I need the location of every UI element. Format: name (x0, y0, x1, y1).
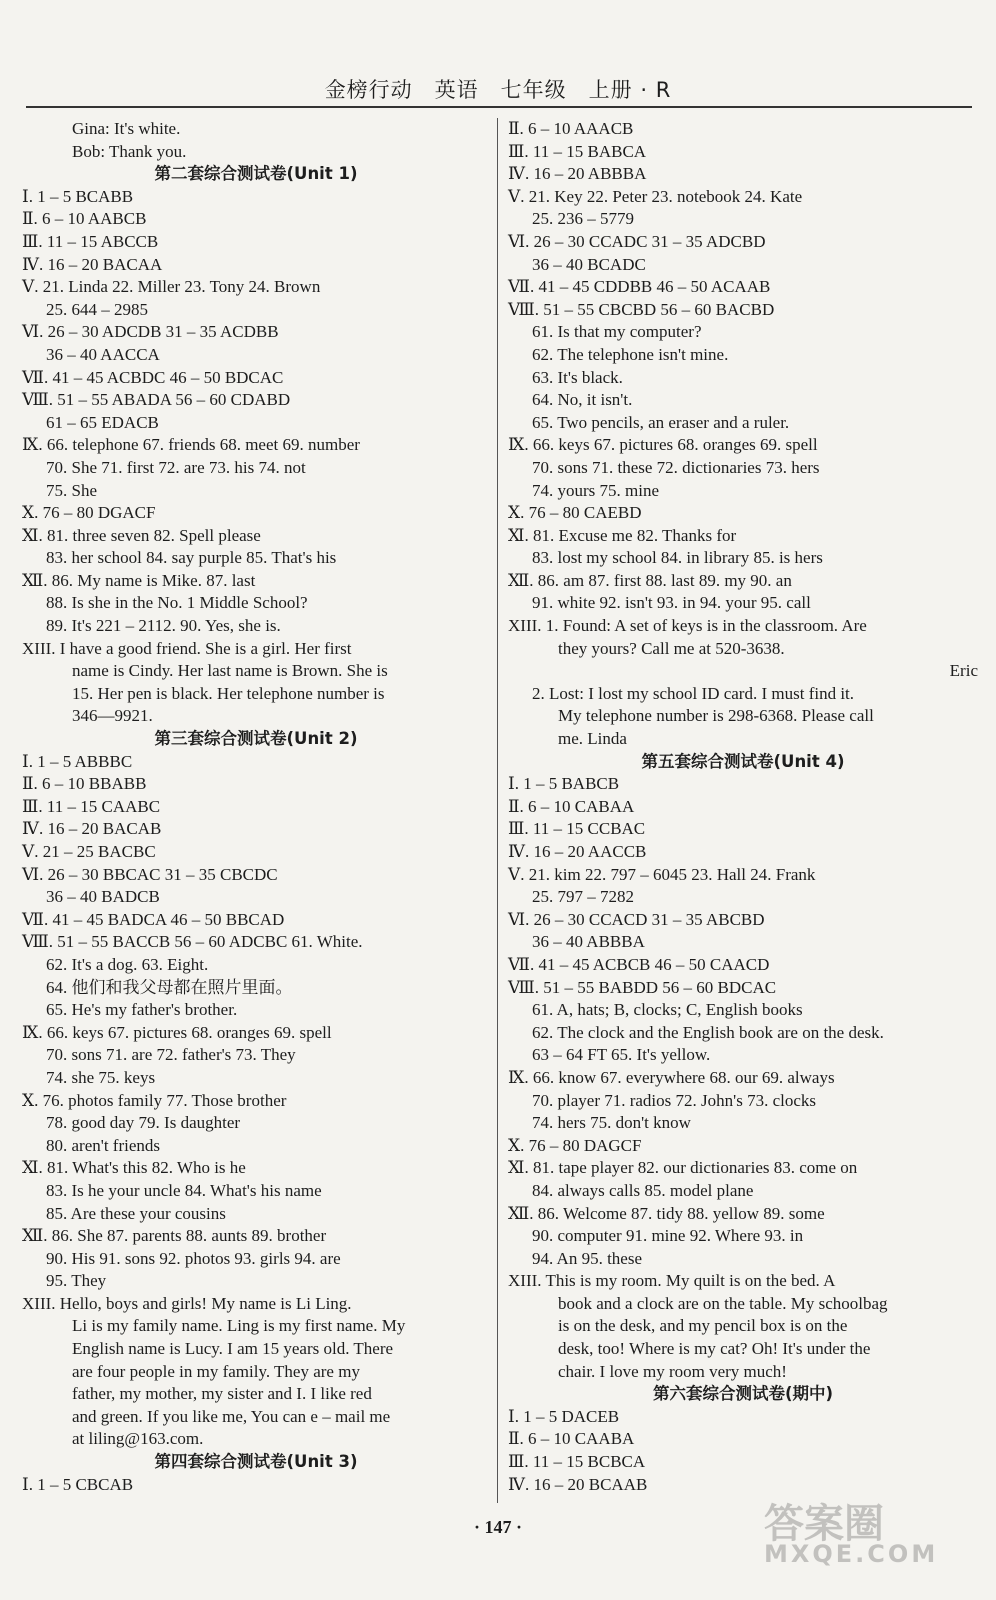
answer-line: Ⅱ. 6 – 10 CAABA (508, 1429, 635, 1449)
answer-line: Ⅺ. 81. three seven 82. Spell please (22, 525, 261, 545)
answer-line: Ⅰ. 1 – 5 BCABB (22, 186, 134, 206)
answer-line: 70. player 71. radios 72. John's 73. clocks (532, 1090, 816, 1110)
right-column (508, 118, 978, 1496)
answer-line: 83. lost my school 84. in library 85. is hers (532, 548, 823, 568)
answer-line: chair. I love my room very much! (558, 1361, 787, 1381)
answer-line: Ⅹ. 76. photos family 77. Those brother (22, 1090, 287, 1110)
answer-line: Ⅴ. 21. Linda 22. Miller 23. Tony 24. Brown (22, 277, 321, 297)
answer-line: 91. white 92. isn't 93. in 94. your 95. call (532, 593, 811, 613)
answer-line: Ⅶ. 41 – 45 ACBDC 46 – 50 BDCAC (22, 367, 284, 387)
answer-line: 74. hers 75. don't know (532, 1113, 691, 1133)
answer-line: 25. 644 – 2985 (46, 299, 148, 319)
answer-line: Ⅻ. 86. My name is Mike. 87. last (22, 570, 256, 590)
answer-line: 62. The clock and the English book are on the desk. (532, 1022, 884, 1042)
answer-line: 75. She (46, 480, 97, 500)
answer-line: Ⅰ. 1 – 5 DACEB (508, 1406, 620, 1426)
answer-line: 90. computer 91. mine 92. Where 93. in (532, 1226, 804, 1246)
section-heading: 第二套综合测试卷(Unit 1) (154, 164, 358, 184)
answer-line: are four people in my family. They are my (72, 1361, 360, 1381)
answer-line: 88. Is she in the No. 1 Middle School? (46, 593, 308, 613)
answer-line: father, my mother, my sister and I. I like red (72, 1384, 372, 1404)
page-number: · 147 · (473, 1517, 522, 1537)
section-heading: 第四套综合测试卷(Unit 3) (154, 1452, 358, 1472)
answer-line: XIII. I have a good friend. She is a girl. Her first (22, 638, 352, 658)
answer-line: 90. His 91. sons 92. photos 93. girls 94. are (46, 1248, 341, 1268)
answer-line: 65. He's my father's brother. (46, 1000, 238, 1020)
answer-line: Ⅺ. 81. tape player 82. our dictionaries 83. come on (508, 1158, 858, 1178)
answer-line: Ⅻ. 86. She 87. parents 88. aunts 89. brother (22, 1226, 327, 1246)
answer-line: Ⅴ. 21. Key 22. Peter 23. notebook 24. Kate (508, 186, 803, 206)
answer-line: 63 – 64 FT 65. It's yellow. (532, 1045, 711, 1065)
answer-line: book and a clock are on the table. My schoolbag (558, 1293, 888, 1313)
section-heading: 第三套综合测试卷(Unit 2) (154, 729, 358, 749)
answer-line: Gina: It's white. (72, 119, 181, 138)
answer-line: Ⅶ. 41 – 45 CDDBB 46 – 50 ACAAB (508, 277, 771, 297)
answer-line: desk, too! Where is my cat? Oh! It's under the (558, 1339, 871, 1359)
answer-line: 78. good day 79. Is daughter (46, 1113, 241, 1133)
answer-line: 25. 236 – 5779 (532, 209, 634, 229)
answer-line: Ⅹ. 76 – 80 CAEBD (508, 503, 642, 523)
answer-line: 62. It's a dog. 63. Eight. (46, 954, 209, 974)
answer-line: Ⅵ. 26 – 30 CCADC 31 – 35 ADCBD (508, 231, 766, 251)
answer-line: Ⅷ. 51 – 55 CBCBD 56 – 60 BACBD (508, 299, 775, 319)
answer-line: Ⅳ. 16 – 20 AACCB (508, 842, 647, 861)
answer-line: 70. sons 71. are 72. father's 73. They (46, 1045, 296, 1065)
answer-line: is on the desk, and my pencil box is on the (558, 1316, 848, 1336)
answer-line: Ⅷ. 51 – 55 BACCB 56 – 60 ADCBC 61. White. (22, 932, 363, 952)
answer-line: Ⅸ. 66. know 67. everywhere 68. our 69. always (508, 1067, 835, 1087)
watermark-sub: MXQE.COM (764, 1540, 939, 1568)
answer-line: Ⅳ. 16 – 20 BCAAB (508, 1474, 648, 1494)
answer-line: Ⅳ. 16 – 20 BACAA (22, 254, 163, 274)
answer-line: Ⅻ. 86. Welcome 87. tidy 88. yellow 89. some (508, 1203, 825, 1223)
answer-line: they yours? Call me at 520-3638. (558, 638, 785, 658)
answer-line: 94. An 95. these (532, 1248, 643, 1268)
header-rule (26, 106, 972, 108)
answer-line: 74. she 75. keys (46, 1067, 156, 1087)
answer-line: My telephone number is 298-6368. Please call (558, 706, 874, 726)
answer-line: Ⅷ. 51 – 55 BABDD 56 – 60 BDCAC (508, 977, 777, 997)
answer-line: 62. The telephone isn't mine. (532, 344, 729, 364)
answer-line: 61. A, hats; B, clocks; C, English books (532, 1000, 803, 1020)
answer-line: Ⅵ. 26 – 30 BBCAC 31 – 35 CBCDC (22, 864, 278, 884)
answer-line: 61 – 65 EDACB (46, 412, 159, 432)
answer-line: Ⅸ. 66. keys 67. pictures 68. oranges 69. spell (22, 1022, 332, 1042)
answer-line: 63. It's black. (532, 367, 623, 387)
answer-line: Li is my family name. Ling is my first name. My (72, 1316, 406, 1336)
answer-line: Ⅳ. 16 – 20 ABBBA (508, 164, 647, 184)
answer-line: Ⅱ. 6 – 10 BBABB (22, 774, 147, 794)
answer-line: Ⅸ. 66. keys 67. pictures 68. oranges 69. spell (508, 435, 818, 455)
answer-line: Ⅰ. 1 – 5 BABCB (508, 774, 620, 794)
answer-line: 36 – 40 BADCB (46, 887, 160, 907)
page-header: 金榜行动 英语 七年级 上册 · R (324, 78, 672, 102)
column-divider (497, 118, 498, 1503)
answer-line: 15. Her pen is black. Her telephone number is (72, 683, 385, 703)
answer-line: Ⅱ. 6 – 10 AAACB (508, 119, 634, 138)
answer-line: at liling@163.com. (72, 1429, 204, 1449)
answer-line: 36 – 40 AACCA (46, 344, 160, 364)
answer-line: Ⅲ. 11 – 15 CCBAC (508, 819, 646, 839)
answer-line: 36 – 40 BCADC (532, 254, 646, 274)
answer-line: Ⅶ. 41 – 45 ACBCB 46 – 50 CAACD (508, 954, 770, 974)
answer-line: XIII. Hello, boys and girls! My name is Li Ling. (22, 1293, 352, 1313)
answer-line: Ⅱ. 6 – 10 CABAA (508, 796, 635, 816)
answer-line: Eric (949, 661, 978, 681)
answer-line: 89. It's 221 – 2112. 90. Yes, she is. (46, 616, 281, 636)
answer-line: Ⅲ. 11 – 15 BABCA (508, 141, 647, 161)
answer-line: English name is Lucy. I am 15 years old. There (72, 1339, 394, 1359)
answer-line: 25. 797 – 7282 (532, 887, 634, 907)
answer-line: Ⅹ. 76 – 80 DGACF (22, 503, 156, 523)
answer-line: Bob: Thank you. (72, 141, 187, 161)
answer-line: 2. Lost: I lost my school ID card. I must find it. (532, 683, 855, 703)
answer-line: Ⅸ. 66. telephone 67. friends 68. meet 69. number (22, 435, 360, 455)
answer-line: 85. Are these your cousins (46, 1203, 226, 1223)
answer-line: 64. 他们和我父母都在照片里面。 (46, 977, 293, 997)
answer-line: Ⅻ. 86. am 87. first 88. last 89. my 90. an (508, 570, 792, 590)
answer-line: Ⅰ. 1 – 5 ABBBC (22, 751, 133, 771)
answer-line: Ⅲ. 11 – 15 CAABC (22, 796, 161, 816)
answer-line: Ⅺ. 81. What's this 82. Who is he (22, 1158, 246, 1178)
answer-line: Ⅷ. 51 – 55 ABADA 56 – 60 CDABD (22, 390, 291, 410)
section-heading: 第五套综合测试卷(Unit 4) (641, 751, 845, 771)
answer-line: 70. She 71. first 72. are 73. his 74. not (46, 457, 306, 477)
answer-line: XIII. This is my room. My quilt is on the bed. A (508, 1271, 836, 1291)
answer-line: Ⅺ. 81. Excuse me 82. Thanks for (508, 525, 737, 545)
answer-line: 61. Is that my computer? (532, 322, 702, 342)
answer-line: Ⅴ. 21. kim 22. 797 – 6045 23. Hall 24. Frank (508, 864, 816, 884)
answer-line: Ⅵ. 26 – 30 CCACD 31 – 35 ABCBD (508, 909, 765, 929)
answer-line: 64. No, it isn't. (532, 390, 633, 410)
left-column (22, 118, 490, 1496)
answer-line: Ⅲ. 11 – 15 ABCCB (22, 231, 159, 251)
watermark-main: 答案圈 (764, 1501, 884, 1547)
answer-line: Ⅲ. 11 – 15 BCBCA (508, 1452, 646, 1472)
answer-line: and green. If you like me, You can e – mail me (72, 1406, 391, 1426)
watermark-logo (764, 1492, 974, 1570)
answer-line: 70. sons 71. these 72. dictionaries 73. hers (532, 457, 820, 477)
answer-line: Ⅱ. 6 – 10 AABCB (22, 209, 147, 229)
answer-line: Ⅶ. 41 – 45 BADCA 46 – 50 BBCAD (22, 909, 285, 929)
answer-line: Ⅳ. 16 – 20 BACAB (22, 819, 162, 839)
answer-line: 74. yours 75. mine (532, 480, 660, 500)
answer-line: 95. They (46, 1271, 107, 1291)
answer-line: 36 – 40 ABBBA (532, 932, 645, 952)
answer-line: me. Linda (558, 729, 627, 749)
answer-line: 80. aren't friends (46, 1135, 160, 1155)
answer-line: Ⅹ. 76 – 80 DAGCF (508, 1135, 642, 1155)
answer-line: Ⅴ. 21 – 25 BACBC (22, 842, 156, 861)
answer-line: 65. Two pencils, an eraser and a ruler. (532, 412, 790, 432)
answer-line: Ⅰ. 1 – 5 CBCAB (22, 1474, 134, 1494)
section-heading: 第六套综合测试卷(期中) (652, 1384, 834, 1404)
answer-line: 346—9921. (72, 706, 153, 726)
answer-line: 83. her school 84. say purple 85. That's his (46, 548, 337, 568)
answer-line: name is Cindy. Her last name is Brown. She is (72, 661, 388, 681)
answer-line: 84. always calls 85. model plane (532, 1180, 754, 1200)
answer-line: Ⅵ. 26 – 30 ADCDB 31 – 35 ACDBB (22, 322, 279, 342)
answer-line: XIII. 1. Found: A set of keys is in the classroom. Are (508, 616, 867, 636)
answer-line: 83. Is he your uncle 84. What's his name (46, 1180, 322, 1200)
